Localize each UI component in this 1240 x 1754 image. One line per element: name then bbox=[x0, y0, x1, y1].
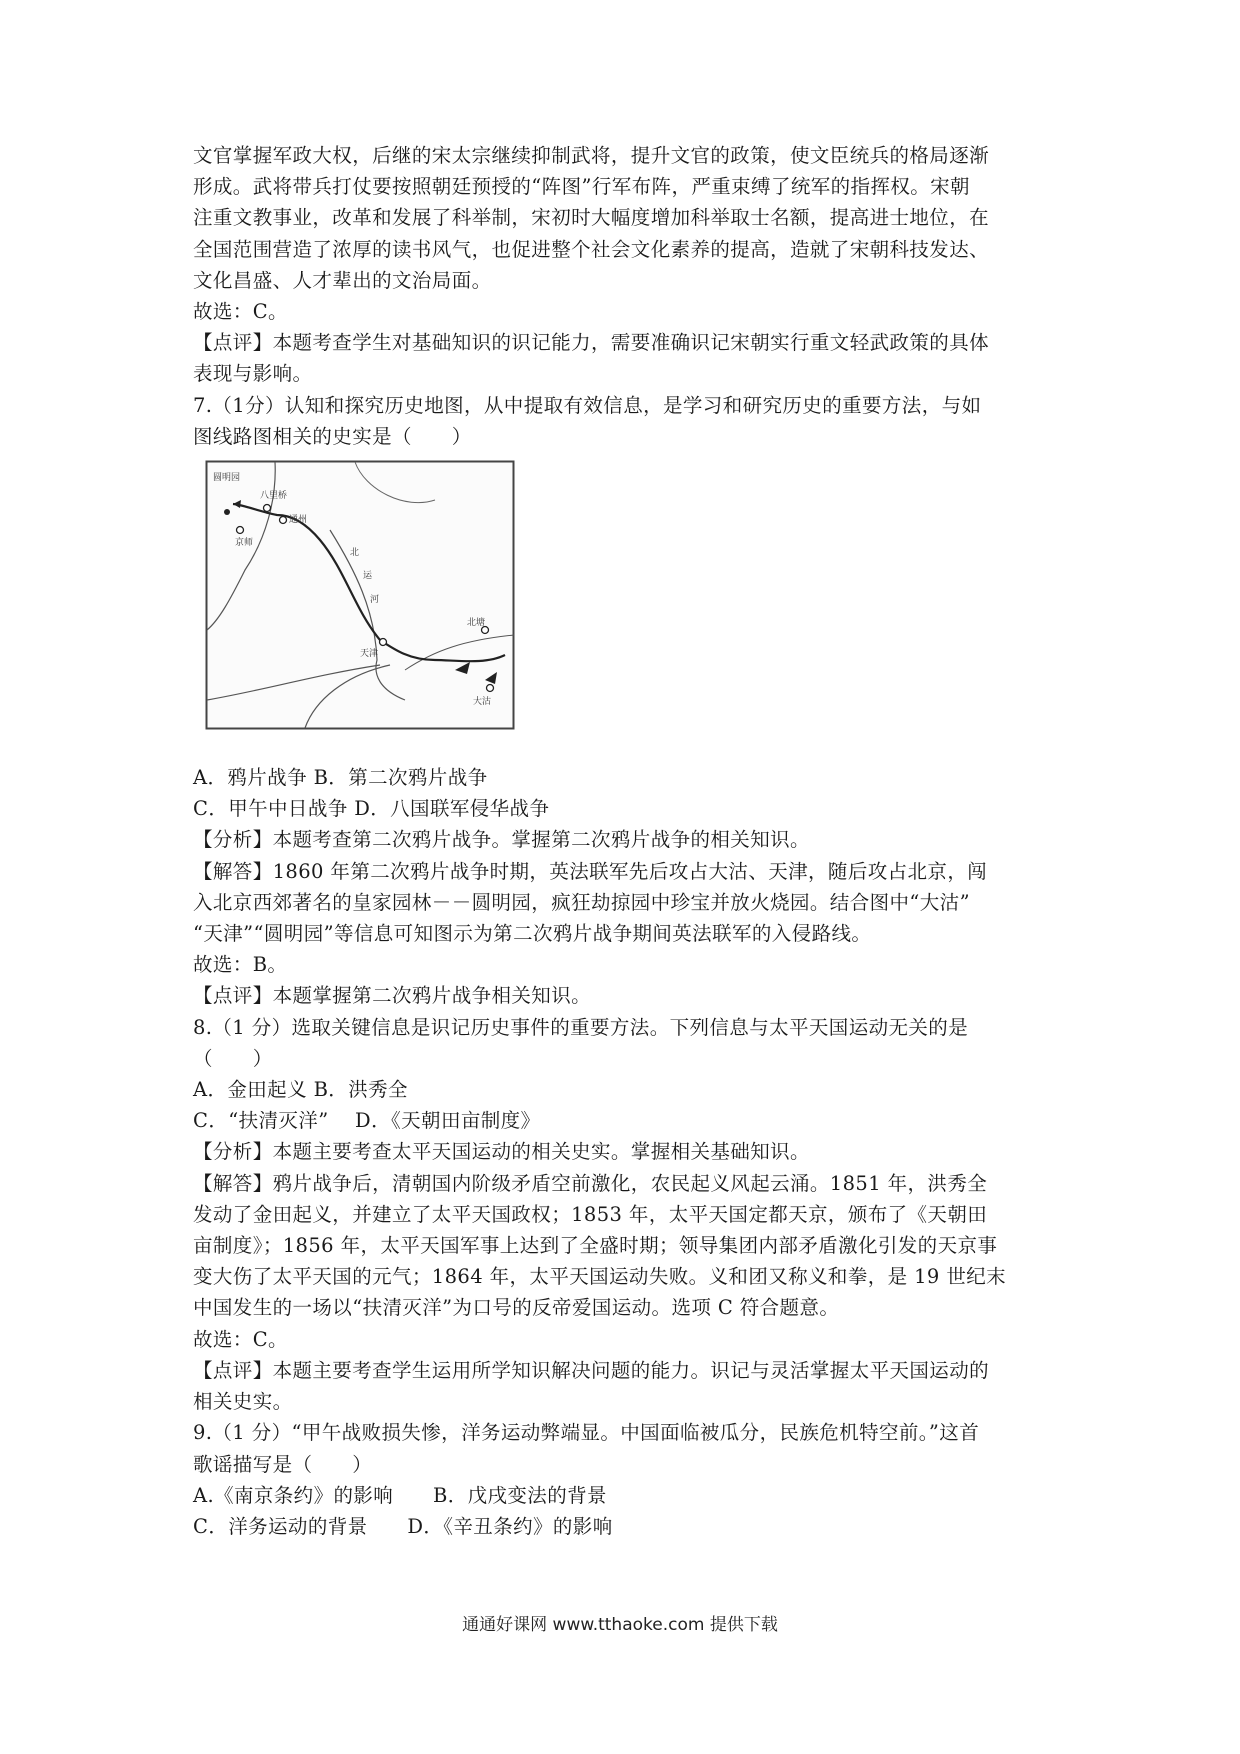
text-block-b bbox=[193, 762, 1073, 1542]
tongzhou-marker bbox=[280, 517, 287, 524]
analysis-line: 【分析】本题主要考查太平天国运动的相关史实。掌握相关基础知识。 bbox=[193, 1140, 810, 1164]
page-footer: 通通好课网 www.tthaoke.com 提供下载 bbox=[462, 1615, 778, 1635]
map-frame bbox=[207, 462, 514, 729]
dagu-marker bbox=[487, 685, 494, 692]
map-label-beitang: 北塘 bbox=[467, 618, 486, 629]
question-7-line: 图线路图相关的史实是（ ） bbox=[193, 424, 472, 448]
comment-line: 【点评】本题掌握第二次鸦片战争相关知识。 bbox=[193, 984, 592, 1008]
solution-line: 发动了金田起义，并建立了太平天国政权；1853 年，太平天国定都天京，颁布了《天朝田 bbox=[193, 1202, 988, 1226]
jingshi-marker bbox=[237, 527, 244, 534]
text-line: 注重文教事业，改革和发展了科举制，宋初时大幅度增加科举取士名额，提高进士地位，在 bbox=[193, 206, 990, 230]
solution-line: 入北京西郊著名的皇家园林－－圆明园，疯狂劫掠园中珍宝并放火烧园。结合图中“大沽” bbox=[193, 890, 970, 914]
option-line: C．“扶清灭洋” D．《天朝田亩制度》 bbox=[193, 1109, 541, 1133]
solution-line: 亩制度》；1856 年，太平天国军事上达到了全盛时期；领导集团内部矛盾激化引发的天京事 bbox=[193, 1234, 998, 1258]
comment-line: 【点评】本题考查学生对基础知识的识记能力，需要准确识记宋朝实行重文轻武政策的具体 bbox=[193, 331, 990, 355]
option-line: C．洋务运动的背景 D．《辛丑条约》的影响 bbox=[193, 1514, 613, 1538]
yuanmingyuan-marker bbox=[224, 509, 230, 515]
question-8-line: 8.（1 分）选取关键信息是识记历史事件的重要方法。下列信息与太平天国运动无关的是 bbox=[193, 1015, 969, 1039]
map-label-river: 河 bbox=[370, 595, 380, 606]
route-map bbox=[205, 460, 515, 730]
option-line: C．甲午中日战争 D．八国联军侵华战争 bbox=[193, 797, 550, 821]
solution-line: 【解答】鸦片战争后，清朝国内阶级矛盾空前激化，农民起义风起云涌。1851 年，洪秀全 bbox=[193, 1171, 988, 1195]
solution-line: “天津”“圆明园”等信息可知图示为第二次鸦片战争期间英法联军的入侵路线。 bbox=[193, 922, 872, 946]
baliqiao-marker bbox=[264, 505, 271, 512]
text-block-a bbox=[193, 140, 1073, 452]
question-9-line: 歌谣描写是（ ） bbox=[193, 1452, 373, 1476]
map-label-river: 北 bbox=[350, 548, 360, 559]
map-label-tianjin: 天津 bbox=[360, 649, 379, 660]
text-line: 文化昌盛、人才辈出的文治局面。 bbox=[193, 268, 492, 292]
map-label-jingshi: 京师 bbox=[235, 538, 254, 549]
question-9-line: 9.（1 分）“甲午战败损失惨，洋务运动弊端显。中国面临被瓜分，民族危机特空前。”这首 bbox=[193, 1421, 980, 1445]
option-line: A．金田起义 B．洪秀全 bbox=[193, 1078, 408, 1102]
map-label-yuanmingyuan: 圆明园 bbox=[213, 473, 241, 484]
comment-line: 表现与影响。 bbox=[193, 362, 313, 386]
text-line: 文官掌握军政大权，后继的宋太宗继续抑制武将，提升文官的政策，使文臣统兵的格局逐渐 bbox=[193, 144, 990, 167]
option-line: A．鸦片战争 B．第二次鸦片战争 bbox=[193, 766, 488, 790]
analysis-line: 【分析】本题考查第二次鸦片战争。掌握第二次鸦片战争的相关知识。 bbox=[193, 828, 810, 852]
answer-line: 故选：C。 bbox=[193, 300, 288, 324]
question-7-line: 7.（1分）认知和探究历史地图，从中提取有效信息，是学习和研究历史的重要方法，与如 bbox=[193, 393, 982, 417]
answer-line: 故选：C。 bbox=[193, 1327, 288, 1351]
solution-line: 变大伤了太平天国的元气；1864 年，太平天国运动失败。义和团又称义和拳，是 19 世纪末 bbox=[193, 1265, 1007, 1289]
option-line: A.《南京条约》的影响 B．戊戌变法的背景 bbox=[193, 1483, 607, 1507]
map-label-baliqiao: 八里桥 bbox=[260, 491, 288, 502]
comment-line: 【点评】本题主要考查学生运用所学知识解决问题的能力。识记与灵活掌握太平天国运动的 bbox=[193, 1358, 990, 1382]
solution-line: 【解答】1860 年第二次鸦片战争时期，英法联军先后攻占大沽、天津，随后攻占北京，闯 bbox=[193, 859, 988, 883]
tianjin-marker bbox=[380, 639, 387, 646]
text-line: 全国范围营造了浓厚的读书风气，也促进整个社会文化素养的提高，造就了宋朝科技发达、 bbox=[193, 237, 990, 261]
map-label-dagu: 大沽 bbox=[473, 697, 492, 708]
map-label-tongzhou: 通州 bbox=[289, 515, 308, 526]
document-body bbox=[193, 140, 1073, 1542]
route-map-container bbox=[193, 452, 1073, 762]
map-label-river: 运 bbox=[363, 571, 373, 582]
comment-line: 相关史实。 bbox=[193, 1390, 293, 1414]
answer-line: 故选：B。 bbox=[193, 953, 288, 977]
text-line: 形成。武将带兵打仗要按照朝廷预授的“阵图”行军布阵，严重束缚了统军的指挥权。宋朝 bbox=[193, 175, 970, 199]
question-8-line: （ ） bbox=[193, 1046, 273, 1070]
solution-line: 中国发生的一场以“扶清灭洋”为口号的反帝爱国运动。选项 C 符合题意。 bbox=[193, 1296, 840, 1320]
